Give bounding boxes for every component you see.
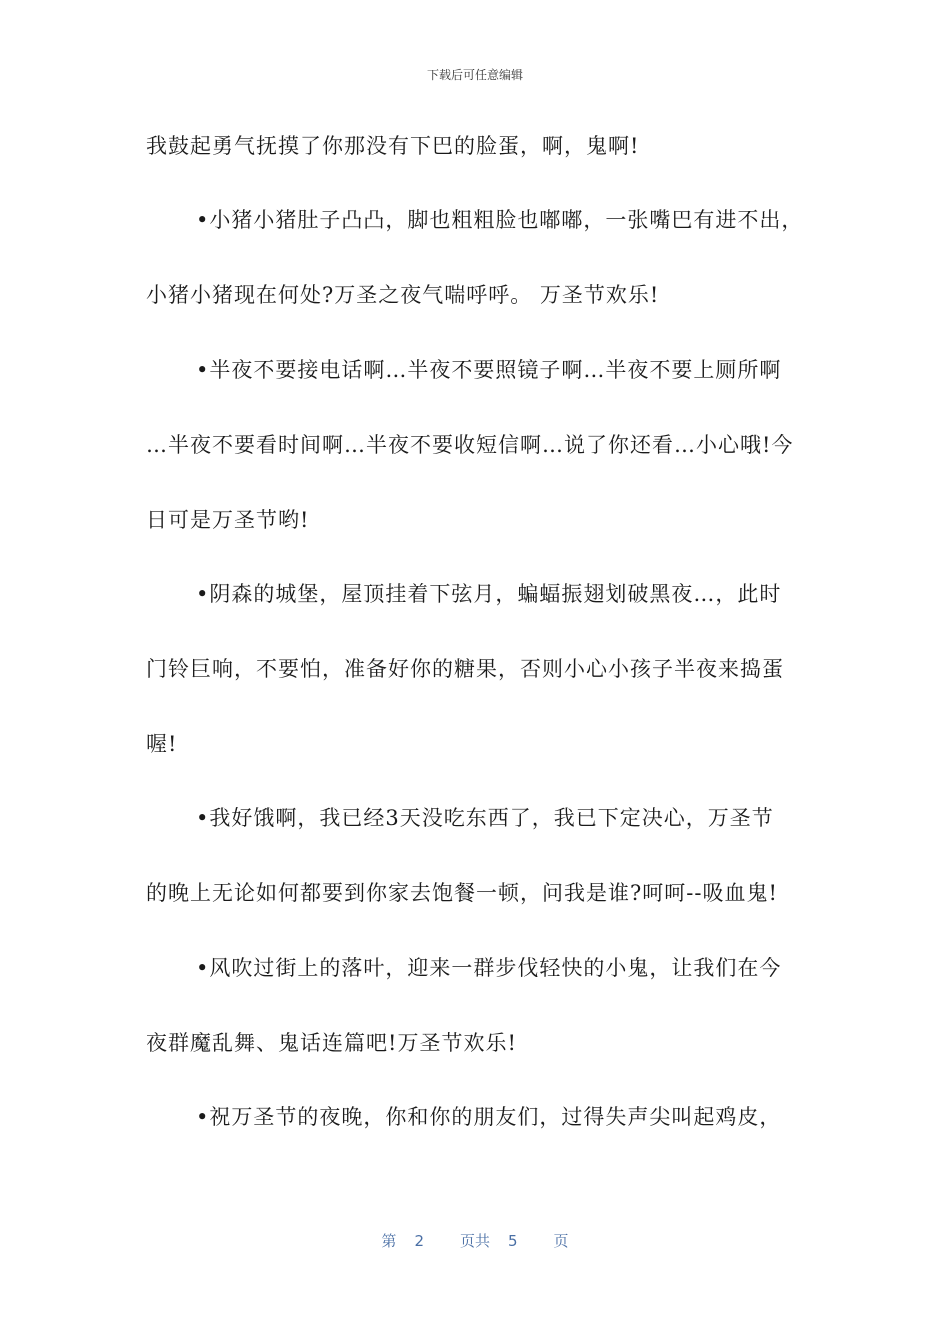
body-line: •我好饿啊，我已经3天没吃东西了，我已下定决心，万圣节 xyxy=(196,806,774,830)
body-line: •半夜不要接电话啊…半夜不要照镜子啊…半夜不要上厕所啊 xyxy=(196,358,782,382)
body-line: 我鼓起勇气抚摸了你那没有下巴的脸蛋，啊，鬼啊! xyxy=(146,134,640,158)
body-line: •祝万圣节的夜晚，你和你的朋友们，过得失声尖叫起鸡皮， xyxy=(196,1105,782,1129)
footer-total-pages: 5 xyxy=(508,1232,518,1250)
body-line: …半夜不要看时间啊…半夜不要收短信啊…说了你还看…小心哦!今 xyxy=(146,433,794,457)
body-line: 的晚上无论如何都要到你家去饱餐一顿，问我是谁?呵呵--吸血鬼! xyxy=(146,881,778,905)
footer-prefix: 第 xyxy=(381,1232,397,1250)
page-footer xyxy=(0,1230,950,1251)
body-line: 夜群魔乱舞、鬼话连篇吧!万圣节欢乐! xyxy=(146,1031,517,1055)
body-line: •小猪小猪肚子凸凸，脚也粗粗脸也嘟嘟，一张嘴巴有进不出， xyxy=(196,208,804,232)
footer-middle: 页共 xyxy=(459,1232,490,1250)
footer-suffix: 页 xyxy=(553,1232,569,1250)
body-line: 门铃巨响，不要怕，准备好你的糖果，否则小心小孩子半夜来捣蛋 xyxy=(146,657,784,681)
body-line: 日可是万圣节哟! xyxy=(146,508,310,532)
body-line: •阴森的城堡，屋顶挂着下弦月，蝙蝠振翅划破黑夜…，此时 xyxy=(196,582,782,606)
footer-page-number: 2 xyxy=(414,1232,424,1250)
page-header: 下载后可任意编辑 xyxy=(426,68,523,82)
body-line: 喔! xyxy=(146,732,178,756)
body-line: •风吹过街上的落叶，迎来一群步伐轻快的小鬼，让我们在今 xyxy=(196,956,782,980)
body-line: 小猪小猪现在何处?万圣之夜气喘呼呼。 万圣节欢乐! xyxy=(146,283,660,307)
